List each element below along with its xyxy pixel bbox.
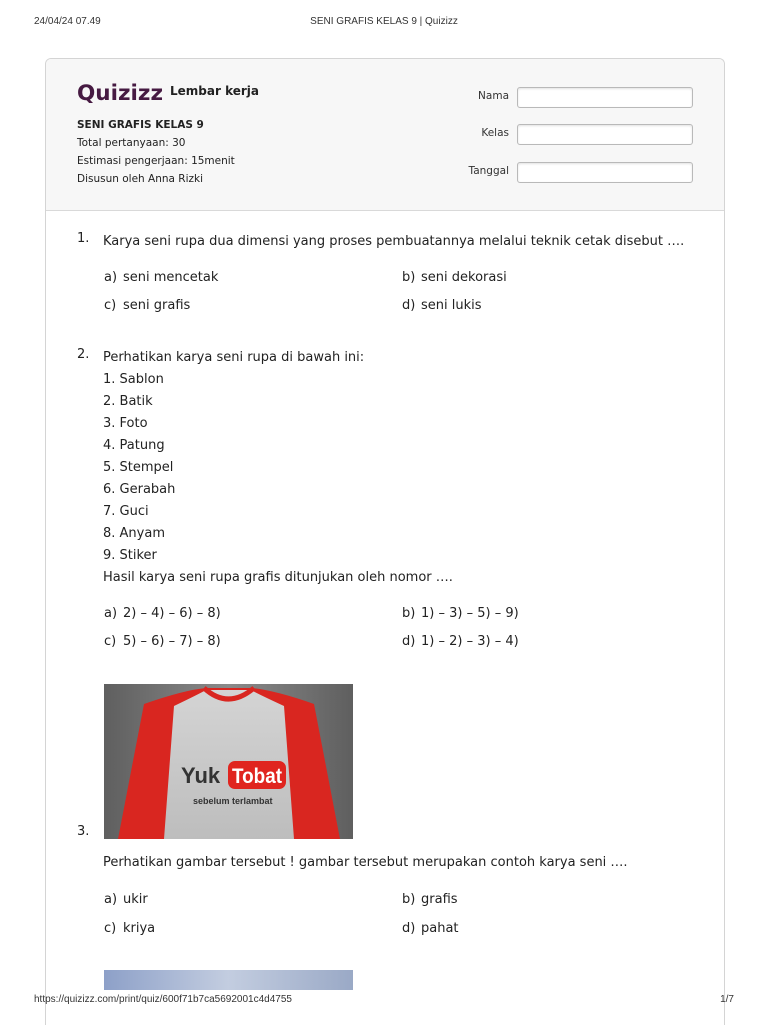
question-3 <box>77 824 697 846</box>
option-a[interactable] <box>104 606 221 621</box>
worksheet-header <box>46 59 724 211</box>
question-number: 3. <box>77 824 90 839</box>
option-d[interactable] <box>402 298 482 313</box>
option-text: ukir <box>123 892 148 907</box>
question-number: 1. <box>77 231 90 246</box>
question-line: Hasil karya seni rupa grafis ditunjukan oleh nomor …. <box>103 570 453 585</box>
question-3-image <box>104 684 353 839</box>
next-image-fill <box>104 970 353 990</box>
sheet-type: Lembar kerja <box>170 84 259 98</box>
question-text <box>103 347 693 589</box>
print-date: 24/04/24 07.49 <box>34 16 101 27</box>
option-letter: b) <box>402 892 416 907</box>
question-2 <box>77 347 697 589</box>
option-letter: a) <box>104 892 118 907</box>
print-title: SENI GRAFIS KELAS 9 | Quizizz <box>310 16 458 27</box>
option-c[interactable] <box>104 921 155 936</box>
class-label: Kelas <box>481 127 509 139</box>
print-url: https://quizizz.com/print/quiz/600f71b7ca5692001c4d4755 <box>34 994 292 1005</box>
option-letter: d) <box>402 921 416 936</box>
question-line: 5. Stempel <box>103 460 174 475</box>
question-3-text <box>77 852 697 874</box>
option-text: 2) – 4) – 6) – 8) <box>123 606 221 621</box>
date-label: Tanggal <box>468 165 509 177</box>
question-line: 4. Patung <box>103 438 165 453</box>
shirt-tagline: sebelum terlambat <box>193 796 273 806</box>
question-line: Perhatikan karya seni rupa di bawah ini: <box>103 350 365 365</box>
option-b[interactable] <box>402 606 519 621</box>
question-line: 8. Anyam <box>103 526 165 541</box>
option-text: 1) – 3) – 5) – 9) <box>421 606 519 621</box>
question-4-image <box>104 970 353 990</box>
option-letter: d) <box>402 298 416 313</box>
option-c[interactable] <box>104 298 190 313</box>
option-text: 5) – 6) – 7) – 8) <box>123 634 221 649</box>
option-letter: a) <box>104 270 118 285</box>
total-questions: Total pertanyaan: 30 <box>77 137 186 149</box>
author: Disusun oleh Anna Rizki <box>77 173 204 185</box>
question-line: Perhatikan gambar tersebut ! gambar tersebut merupakan contoh karya seni …. <box>103 855 628 870</box>
shirt-text-tobat: Tobat <box>232 765 282 788</box>
option-letter: b) <box>402 606 416 621</box>
question-number: 2. <box>77 347 90 362</box>
option-a[interactable] <box>104 892 148 907</box>
option-letter: c) <box>104 298 117 313</box>
logo-wordmark: Quizizz <box>77 81 163 105</box>
question-line: Karya seni rupa dua dimensi yang proses pembuatannya melalui teknik cetak disebut …. <box>103 234 685 249</box>
question-1 <box>77 231 697 253</box>
question-line: 3. Foto <box>103 416 148 431</box>
worksheet <box>45 58 725 1025</box>
name-label: Nama <box>478 90 509 102</box>
option-d[interactable] <box>402 634 519 649</box>
option-c[interactable] <box>104 634 221 649</box>
option-letter: d) <box>402 634 416 649</box>
option-text: 1) – 2) – 3) – 4) <box>421 634 519 649</box>
option-d[interactable] <box>402 921 459 936</box>
option-letter: c) <box>104 634 117 649</box>
print-footer <box>0 994 768 1008</box>
option-text: pahat <box>421 921 459 936</box>
question-text <box>103 852 693 874</box>
quizizz-logo <box>77 79 165 107</box>
date-field[interactable] <box>517 162 693 183</box>
option-text: grafis <box>421 892 458 907</box>
name-field[interactable] <box>517 87 693 108</box>
option-text: seni mencetak <box>123 270 219 285</box>
option-text: kriya <box>123 921 156 936</box>
option-b[interactable] <box>402 270 507 285</box>
option-letter: b) <box>402 270 416 285</box>
option-text: seni dekorasi <box>421 270 507 285</box>
class-field[interactable] <box>517 124 693 145</box>
option-letter: c) <box>104 921 117 936</box>
question-line: 2. Batik <box>103 394 153 409</box>
option-letter: a) <box>104 606 118 621</box>
time-estimate: Estimasi pengerjaan: 15menit <box>77 155 235 167</box>
question-line: 7. Guci <box>103 504 149 519</box>
question-line: 6. Gerabah <box>103 482 176 497</box>
quiz-title: SENI GRAFIS KELAS 9 <box>77 119 204 131</box>
option-a[interactable] <box>104 270 218 285</box>
option-text: seni grafis <box>123 298 191 313</box>
shirt-text-yuk: Yuk <box>181 763 221 788</box>
option-b[interactable] <box>402 892 458 907</box>
page-number: 1/7 <box>720 994 734 1005</box>
question-text <box>103 231 693 253</box>
print-header <box>0 16 768 30</box>
option-text: seni lukis <box>421 298 482 313</box>
question-line: 1. Sablon <box>103 372 164 387</box>
question-line: 9. Stiker <box>103 548 157 563</box>
